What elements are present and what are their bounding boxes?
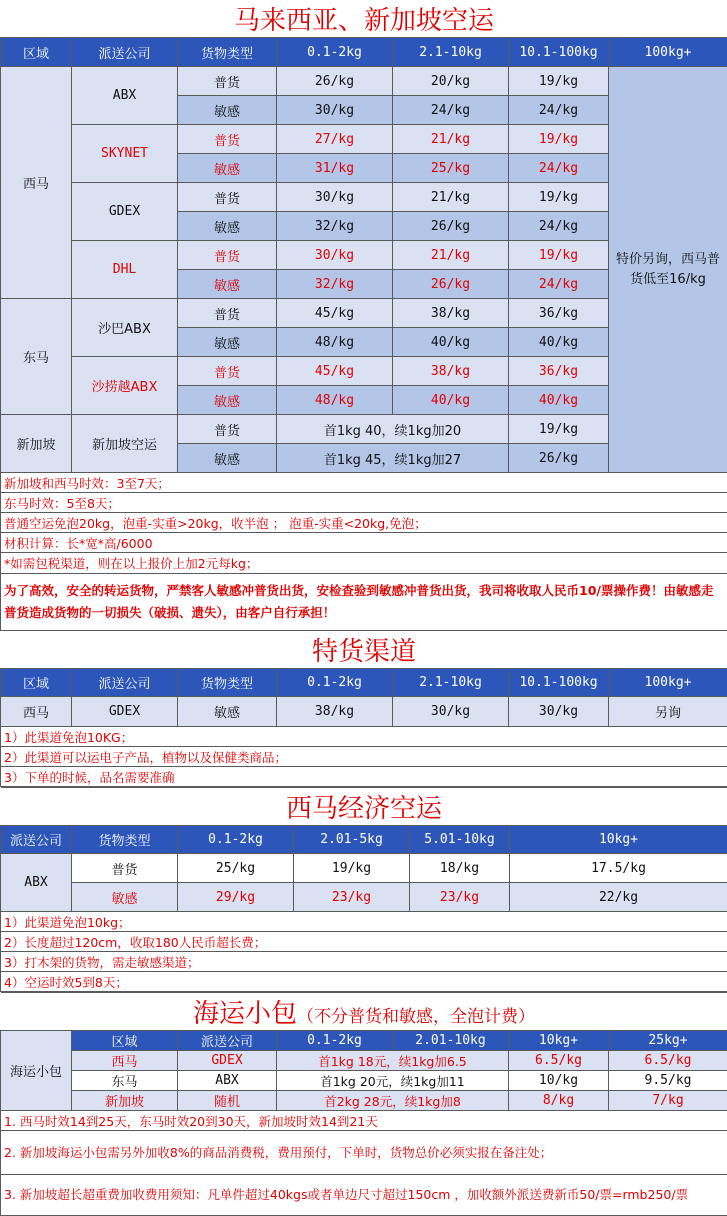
col-header: 派送公司 bbox=[1, 826, 72, 854]
section-title: 西马经济空运 bbox=[1, 788, 727, 826]
carrier-cell: GDEX bbox=[178, 1051, 277, 1071]
col-header: 0.1-2kg bbox=[277, 669, 393, 697]
carrier-cell: 随机 bbox=[178, 1091, 277, 1111]
warning-note: 为了高效，安全的转运货物，严禁客人敏感冲普货出货，安检查验到敏感冲普货出货，我司将收取人民币10/票操作费！由敏感走普货造成货物的一切损失（破损、遗失），由客户自行承担！ bbox=[1, 574, 727, 631]
price-cell: 45/kg bbox=[277, 299, 393, 328]
col-header: 25kg+ bbox=[609, 1031, 727, 1051]
price-cell: 10/kg bbox=[509, 1071, 609, 1091]
price-cell: 24/kg bbox=[393, 96, 509, 125]
section-title: 海运小包 bbox=[193, 999, 297, 1029]
price-cell: 30/kg bbox=[393, 697, 509, 727]
type-cell: 敏感 bbox=[178, 96, 277, 125]
section-special-goods bbox=[0, 631, 727, 787]
col-header: 5.01-10kg bbox=[410, 826, 510, 854]
price-cell: 24/kg bbox=[509, 270, 609, 299]
note-line: 东马时效：5至8天； bbox=[1, 493, 727, 513]
price-cell: 6.5/kg bbox=[609, 1051, 727, 1071]
region-cell: 新加坡 bbox=[1, 415, 72, 473]
col-header: 2.01-5kg bbox=[294, 826, 410, 854]
price-cell: 首2kg 28元，续1kg加8 bbox=[277, 1091, 509, 1111]
type-cell: 敏感 bbox=[178, 328, 277, 357]
price-cell: 首1kg 45，续1kg加27 bbox=[277, 444, 509, 473]
section-sea-parcel bbox=[0, 992, 727, 1216]
price-cell: 32/kg bbox=[277, 270, 393, 299]
col-header: 0.1-2kg bbox=[277, 1031, 393, 1051]
price-cell: 22/kg bbox=[510, 883, 727, 912]
type-cell: 普货 bbox=[178, 125, 277, 154]
col-header: 区域 bbox=[72, 1031, 178, 1051]
note-line: 3）打木架的货物，需走敏感渠道； bbox=[1, 952, 727, 972]
carrier-cell: 新加坡空运 bbox=[72, 415, 178, 473]
type-cell: 敏感 bbox=[178, 697, 277, 727]
special-price-note: 特价另询，西马普货低至16/kg bbox=[609, 67, 727, 473]
carrier-cell: 沙巴ABX bbox=[72, 299, 178, 357]
price-cell: 40/kg bbox=[509, 386, 609, 415]
col-header: 区域 bbox=[1, 669, 72, 697]
carrier-cell: SKYNET bbox=[72, 125, 178, 183]
col-header: 区域 bbox=[1, 38, 72, 67]
region-cell: 西马 bbox=[1, 697, 72, 727]
note-line: 1）此渠道免泡10kg； bbox=[1, 912, 727, 932]
price-cell: 25/kg bbox=[178, 854, 294, 883]
carrier-cell: ABX bbox=[72, 67, 178, 125]
price-cell: 36/kg bbox=[509, 357, 609, 386]
price-cell: 19/kg bbox=[509, 67, 609, 96]
price-cell: 30/kg bbox=[277, 241, 393, 270]
carrier-cell: ABX bbox=[1, 854, 72, 912]
price-cell: 首1kg 20元，续1kg加11 bbox=[277, 1071, 509, 1091]
price-cell: 17.5/kg bbox=[510, 854, 727, 883]
note-line: 2）长度超过120cm，收取180人民币超长费； bbox=[1, 932, 727, 952]
type-cell: 普货 bbox=[178, 299, 277, 328]
price-cell: 18/kg bbox=[410, 854, 510, 883]
price-cell: 27/kg bbox=[277, 125, 393, 154]
col-header: 2.01-10kg bbox=[393, 1031, 509, 1051]
col-header: 10.1-100kg bbox=[509, 669, 609, 697]
col-header: 派送公司 bbox=[178, 1031, 277, 1051]
price-cell: 21/kg bbox=[393, 125, 509, 154]
note-line: 1）此渠道免泡10KG； bbox=[1, 727, 727, 747]
price-cell: 38/kg bbox=[393, 299, 509, 328]
price-cell: 40/kg bbox=[393, 328, 509, 357]
col-header: 派送公司 bbox=[72, 38, 178, 67]
price-cell: 36/kg bbox=[509, 299, 609, 328]
note-line: 普通空运免泡20kg，泡重-实重>20kg，收半泡 ； 泡重-实重<20kg,免泡； bbox=[1, 513, 727, 533]
row-group-label: 海运小包 bbox=[1, 1031, 72, 1111]
price-cell: 首1kg 40，续1kg加20 bbox=[277, 415, 509, 444]
type-cell: 普货 bbox=[178, 183, 277, 212]
col-header: 0.1-2kg bbox=[277, 38, 393, 67]
price-cell: 19/kg bbox=[509, 125, 609, 154]
price-cell: 6.5/kg bbox=[509, 1051, 609, 1071]
price-cell: 21/kg bbox=[393, 241, 509, 270]
price-cell: 32/kg bbox=[277, 212, 393, 241]
price-cell: 8/kg bbox=[509, 1091, 609, 1111]
region-cell: 西马 bbox=[1, 67, 72, 299]
region-cell: 东马 bbox=[1, 299, 72, 415]
price-cell: 30/kg bbox=[277, 96, 393, 125]
price-cell: 26/kg bbox=[393, 270, 509, 299]
price-cell: 首1kg 18元，续1kg加6.5 bbox=[277, 1051, 509, 1071]
col-header: 100kg+ bbox=[609, 38, 727, 67]
note-line: 4）空运时效5到8天； bbox=[1, 972, 727, 992]
type-cell: 敏感 bbox=[178, 444, 277, 473]
price-cell: 23/kg bbox=[410, 883, 510, 912]
region-cell: 东马 bbox=[72, 1071, 178, 1091]
type-cell: 普货 bbox=[178, 241, 277, 270]
section-title: 特货渠道 bbox=[1, 631, 727, 669]
col-header: 10.1-100kg bbox=[509, 38, 609, 67]
col-header: 货物类型 bbox=[72, 826, 178, 854]
note-line: 2. 新加坡海运小包需另外加收8%的商品消费税，费用预付，下单时，货物总价必须实报在备注处； bbox=[1, 1131, 727, 1175]
price-cell: 38/kg bbox=[393, 357, 509, 386]
price-cell: 30/kg bbox=[277, 183, 393, 212]
type-cell: 普货 bbox=[178, 357, 277, 386]
type-cell: 敏感 bbox=[178, 154, 277, 183]
price-cell: 19/kg bbox=[509, 183, 609, 212]
region-cell: 新加坡 bbox=[72, 1091, 178, 1111]
note-line: 3. 新加坡超长超重费加收费用须知：凡单件超过40kgs或者单边尺寸超过150cm ，加收额外派送费新币50/票=rmb250/票 bbox=[1, 1175, 727, 1216]
price-cell: 20/kg bbox=[393, 67, 509, 96]
section-west-malaysia-economy-air bbox=[0, 787, 727, 992]
price-cell: 31/kg bbox=[277, 154, 393, 183]
carrier-cell: GDEX bbox=[72, 697, 178, 727]
carrier-cell: ABX bbox=[178, 1071, 277, 1091]
note-line: 新加坡和西马时效：3至7天； bbox=[1, 473, 727, 493]
price-cell: 24/kg bbox=[509, 154, 609, 183]
price-cell: 25/kg bbox=[393, 154, 509, 183]
col-header: 货物类型 bbox=[178, 38, 277, 67]
price-cell: 38/kg bbox=[277, 697, 393, 727]
price-cell: 45/kg bbox=[277, 357, 393, 386]
type-cell: 敏感 bbox=[178, 270, 277, 299]
price-cell: 26/kg bbox=[277, 67, 393, 96]
carrier-cell: 沙捞越ABX bbox=[72, 357, 178, 415]
type-cell: 敏感 bbox=[72, 883, 178, 912]
note-line: 1. 西马时效14到25天，东马时效20到30天，新加坡时效14到21天 bbox=[1, 1111, 727, 1131]
type-cell: 普货 bbox=[178, 415, 277, 444]
note-line: *如需包税渠道，则在以上报价上加2元每kg； bbox=[1, 553, 727, 574]
price-cell: 48/kg bbox=[277, 386, 393, 415]
section-title: 马来西亚、新加坡空运 bbox=[1, 0, 727, 38]
col-header: 10kg+ bbox=[510, 826, 727, 854]
price-cell: 26/kg bbox=[509, 444, 609, 473]
note-line: 材积计算：长*宽*高/6000 bbox=[1, 533, 727, 553]
price-cell: 26/kg bbox=[393, 212, 509, 241]
price-cell: 21/kg bbox=[393, 183, 509, 212]
type-cell: 敏感 bbox=[178, 386, 277, 415]
col-header: 货物类型 bbox=[178, 669, 277, 697]
col-header: 2.1-10kg bbox=[393, 38, 509, 67]
price-cell: 7/kg bbox=[609, 1091, 727, 1111]
price-cell: 23/kg bbox=[294, 883, 410, 912]
price-cell: 30/kg bbox=[509, 697, 609, 727]
price-cell: 48/kg bbox=[277, 328, 393, 357]
region-cell: 西马 bbox=[72, 1051, 178, 1071]
section-title-cell bbox=[1, 993, 727, 1031]
carrier-cell: GDEX bbox=[72, 183, 178, 241]
section-subtitle: （不分普货和敏感，全泡计费） bbox=[297, 1007, 535, 1027]
note-line: 3）下单的时候，品名需要准确 bbox=[1, 767, 727, 787]
price-cell: 19/kg bbox=[509, 241, 609, 270]
type-cell: 普货 bbox=[72, 854, 178, 883]
col-header: 派送公司 bbox=[72, 669, 178, 697]
note-line: 2）此渠道可以运电子产品，植物以及保健类商品； bbox=[1, 747, 727, 767]
price-cell: 19/kg bbox=[294, 854, 410, 883]
price-cell: 29/kg bbox=[178, 883, 294, 912]
price-cell: 9.5/kg bbox=[609, 1071, 727, 1091]
price-cell: 24/kg bbox=[509, 212, 609, 241]
col-header: 10kg+ bbox=[509, 1031, 609, 1051]
price-cell: 19/kg bbox=[509, 415, 609, 444]
price-cell: 24/kg bbox=[509, 96, 609, 125]
col-header: 100kg+ bbox=[609, 669, 727, 697]
type-cell: 敏感 bbox=[178, 212, 277, 241]
price-cell: 40/kg bbox=[509, 328, 609, 357]
price-cell: 另询 bbox=[609, 697, 727, 727]
carrier-cell: DHL bbox=[72, 241, 178, 299]
type-cell: 普货 bbox=[178, 67, 277, 96]
col-header: 0.1-2kg bbox=[178, 826, 294, 854]
col-header: 2.1-10kg bbox=[393, 669, 509, 697]
price-cell: 40/kg bbox=[393, 386, 509, 415]
